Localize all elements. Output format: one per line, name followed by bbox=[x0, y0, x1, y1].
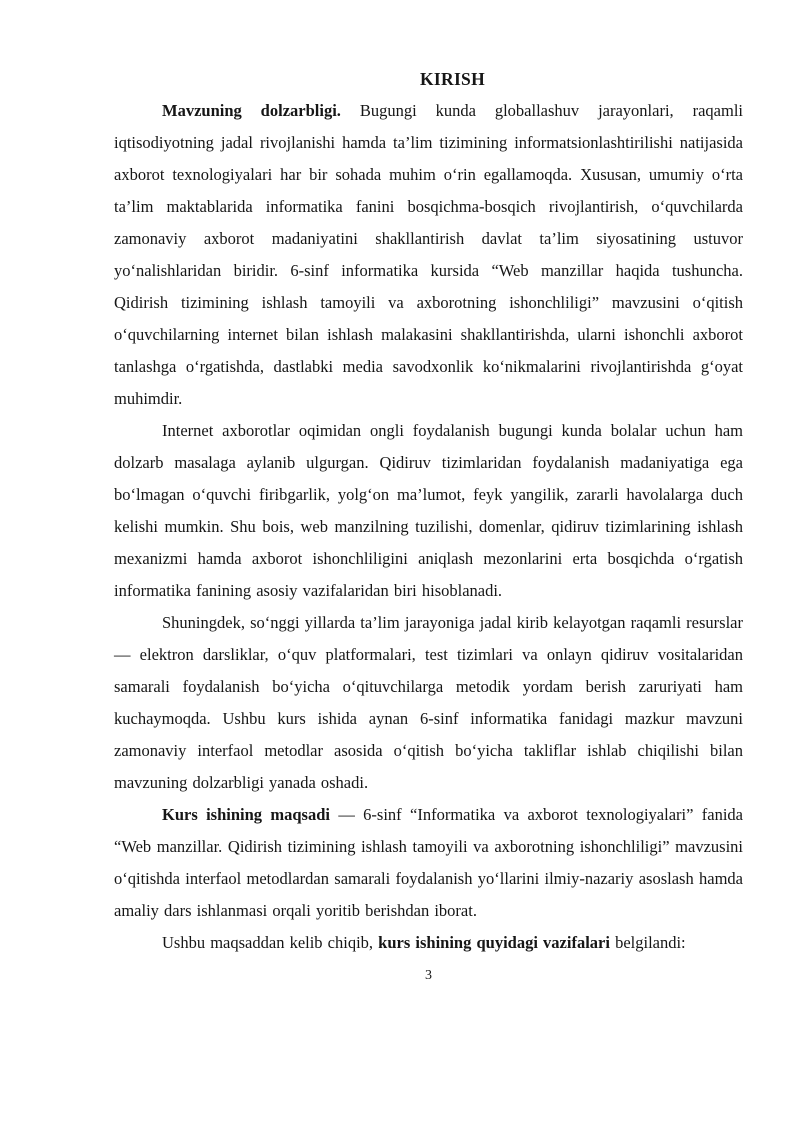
text-run: Internet axborotlar oqimidan ongli foydalanish bugungi kunda bolalar uchun ham dolzarb masalaga aylanib ulgurgan. Qidiruv tizimlaridan foydalanish madaniyatiga ega bo‘lmagan o‘quvchi firibgarlik, yolg‘on ma’lumot, feyk yangilik, zararli havolalarga duch kelishi mumkin. Shu bois, web manzilning tuzilishi, domenlar, qidiruv tizimlarining ishlash mexanizmi hamda axborot ishonchliligini aniqlash mezonlarini erta bosqichda o‘rgatish informatika fanining asosiy vazifalaridan biri hisoblanadi. bbox=[114, 421, 743, 600]
bold-text-run: Kurs ishining maqsadi bbox=[162, 805, 330, 824]
text-run: Shuningdek, so‘nggi yillarda ta’lim jarayoniga jadal kirib kelayotgan raqamli resurslar — elektron darsliklar, o‘quv platformalari, test tizimlari va onlayn qidiruv vositalaridan samarali foydalanish bo‘yicha o‘qituvchilarga metodik yordam berish zaruriyati ham kuchaymoqda. Ushbu kurs ishida aynan 6-sinf informatika fanidagi mazkur mavzuni zamonaviy interfaol metodlar asosida o‘qitish bo‘yicha takliflar ishlab chiqilishi bilan mavzuning dolzarbligi yanada oshadi. bbox=[114, 613, 743, 792]
paragraph bbox=[114, 607, 743, 799]
bold-text-run: kurs ishining quyidagi vazifalari bbox=[378, 933, 610, 952]
bold-text-run: Mavzuning dolzarbligi. bbox=[162, 101, 360, 120]
paragraph bbox=[114, 95, 743, 415]
page-number: 3 bbox=[425, 968, 432, 983]
text-run: Ushbu maqsaddan kelib chiqib, bbox=[162, 933, 379, 952]
paragraph bbox=[114, 799, 743, 927]
document-body bbox=[114, 95, 743, 959]
paragraph bbox=[114, 415, 743, 607]
text-run: Bugungi kunda globallashuv jarayonlari, raqamli iqtisodiyotning jadal rivojlanishi hamda ta’lim tizimining informatsionlashtirilishi natijasida axborot texnologiyalari har bir sohada muhim o‘rin egallamoqda. Xususan, umumiy o‘rta ta’lim maktablarida informatika fanini bosqichma-bosqich rivojlantirish, o‘quvchilarda zamonaviy axborot madaniyatini shakllantirish davlat ta’lim siyosatining ustuvor yo‘nalishlaridan biridir. 6-sinf informatika kursida “Web manzillar haqida tushuncha. Qidirish tizimining ishlash tamoyili va axborotning ishonchliligi” mavzusini o‘qitish o‘quvchilarning internet bilan ishlash malakasini shakllantirishda, ularni ishonchli axborot tanlashga o‘rgatishda, dastlabki media savodxonlik ko‘nikmalarini rivojlantirishda g‘oyat muhimdir. bbox=[114, 101, 743, 408]
paragraph bbox=[114, 927, 743, 959]
text-run: — 6-sinf “Informatika va axborot texnologiyalari” fanida “Web manzillar. Qidirish tizimining ishlash tamoyili va axborotning ishonchliligi” mavzusini o‘qitishda interfaol metodlardan samarali foydalanish yo‘llarini ilmiy-nazariy asoslash hamda amaliy dars ishlanmasi orqali yoritib berishdan iborat. bbox=[114, 805, 743, 920]
page-title: KIRISH bbox=[419, 69, 485, 89]
text-run: belgilandi: bbox=[609, 933, 686, 952]
